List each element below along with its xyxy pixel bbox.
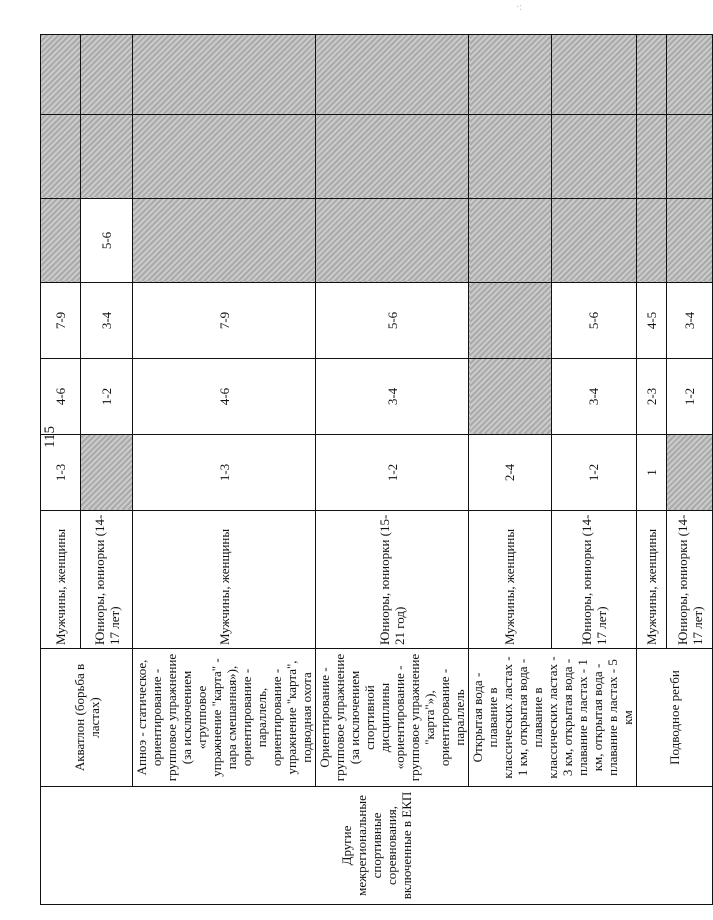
category-cell: Юниоры, юниорки (14-17 лет) [667, 511, 713, 649]
place-cell [667, 435, 713, 511]
place-cell [81, 435, 133, 511]
table-row [469, 35, 552, 905]
place-cell [316, 199, 469, 283]
place-cell: 4-6 [41, 359, 81, 435]
discipline-cell: Апноэ - статическое, ориентирование - групповое упражнение (за исключением «групповое упражнение "карта" - пара смешанная»), ориентирование - параллель, ориентирование - упражнение "карта", подводная охота [133, 649, 316, 787]
place-cell [133, 115, 316, 199]
place-cell [469, 35, 552, 115]
category-cell: Юниоры, юниорки (15-21 год) [316, 511, 469, 649]
place-cell [551, 115, 636, 199]
place-cell [316, 115, 469, 199]
place-cell: 2-3 [637, 359, 667, 435]
place-cell: 1-2 [316, 435, 469, 511]
place-cell [133, 35, 316, 115]
category-cell: Мужчины, женщины [637, 511, 667, 649]
place-cell [133, 199, 316, 283]
category-cell: Юниоры, юниорки (14-17 лет) [551, 511, 636, 649]
place-cell [41, 35, 81, 115]
place-cell [551, 35, 636, 115]
place-cell: 7-9 [133, 283, 316, 359]
table-row [316, 35, 469, 905]
place-cell: 1-3 [41, 435, 81, 511]
place-cell: 3-4 [667, 283, 713, 359]
place-cell: 3-4 [81, 283, 133, 359]
place-cell [667, 115, 713, 199]
place-cell [316, 35, 469, 115]
place-cell: 4-6 [133, 359, 316, 435]
place-cell: 5-6 [551, 283, 636, 359]
place-cell [637, 35, 667, 115]
section-label-cell: Другие межрегиональные спортивные соревнования, включенные в ЕКП [41, 787, 713, 905]
place-cell [667, 35, 713, 115]
place-cell: 3-4 [316, 359, 469, 435]
place-cell [81, 115, 133, 199]
place-cell: 1-2 [81, 359, 133, 435]
place-cell [41, 115, 81, 199]
category-cell: Мужчины, женщины [133, 511, 316, 649]
category-cell: Мужчины, женщины [41, 511, 81, 649]
place-cell: 1-2 [551, 435, 636, 511]
place-cell: 1-3 [133, 435, 316, 511]
place-cell [667, 199, 713, 283]
page-number: 115 [42, 426, 58, 448]
place-cell: 5-6 [81, 199, 133, 283]
discipline-cell: Открытая вода - плавание в классических ластах - 1 км, открытая вода - плавание в классических ластах - 3 км, открытая вода - плавание в ластах - 1 км, открытая вода - плавание в ластах - 5 км [469, 649, 637, 787]
place-cell [469, 115, 552, 199]
place-cell [637, 199, 667, 283]
place-cell [637, 115, 667, 199]
place-cell: 5-6 [316, 283, 469, 359]
discipline-cell: Акватлон (борьба в ластах) [41, 649, 133, 787]
place-cell [469, 283, 552, 359]
scan-speck: ·: [515, 2, 522, 13]
table-body [41, 35, 713, 905]
place-cell: 4-5 [637, 283, 667, 359]
discipline-cell: Ориентирование - групповое упражнение (за исключением спортивной дисциплины «ориентирование - групповое упражнение "карта"»), ориентирование - параллель [316, 649, 469, 787]
place-cell [469, 359, 552, 435]
place-cell [81, 35, 133, 115]
place-cell [469, 199, 552, 283]
place-cell: 2-4 [469, 435, 552, 511]
place-cell: 1 [637, 435, 667, 511]
category-cell: Юниоры, юниорки (14-17 лет) [81, 511, 133, 649]
table-row [41, 35, 81, 905]
place-cell [551, 199, 636, 283]
place-cell: 3-4 [551, 359, 636, 435]
category-cell: Мужчины, женщины [469, 511, 552, 649]
rotated-table-container [40, 35, 705, 905]
discipline-cell: Подводное регби [637, 649, 713, 787]
place-cell: 1-2 [667, 359, 713, 435]
table-row [637, 35, 667, 905]
place-cell: 7-9 [41, 283, 81, 359]
table-row [133, 35, 316, 905]
place-cell [41, 199, 81, 283]
competition-table [40, 34, 713, 905]
